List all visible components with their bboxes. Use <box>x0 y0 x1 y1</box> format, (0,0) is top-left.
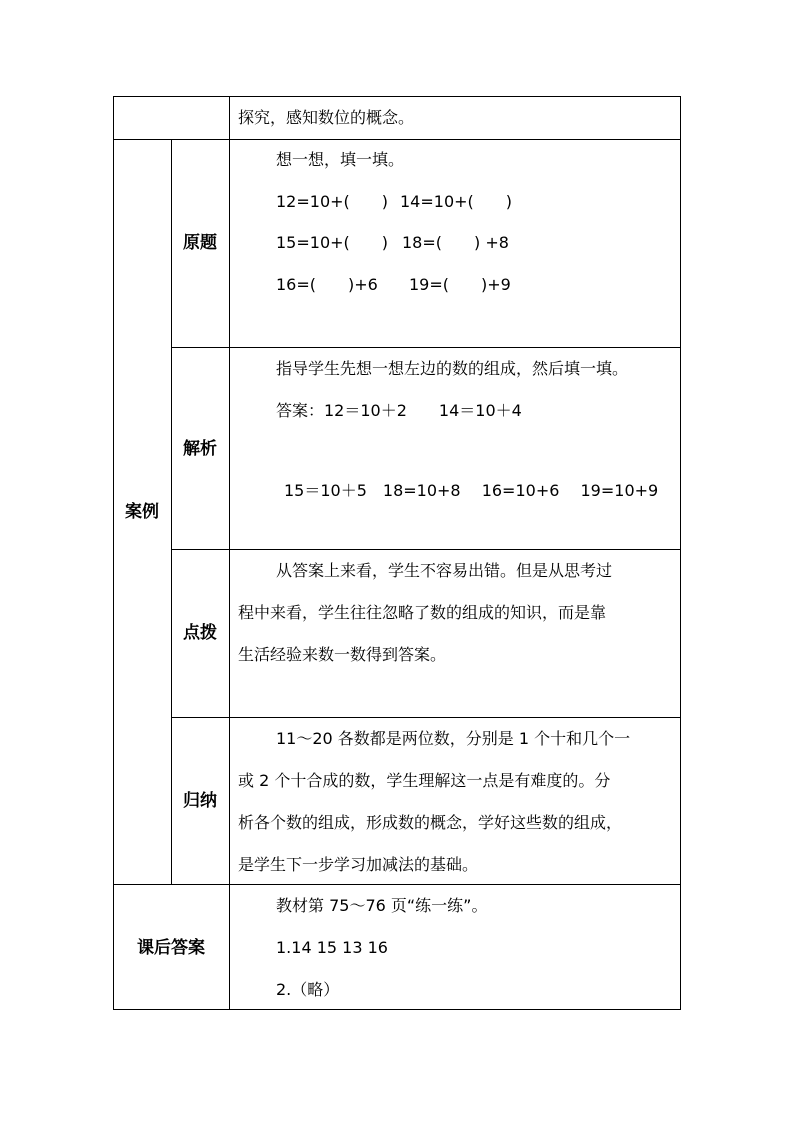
equation: 12=10+( ) <box>276 192 389 211</box>
summary-label: 归纳 <box>183 791 217 811</box>
equation: 14=10+( ) <box>400 192 513 211</box>
analysis-line: 指导学生先想一想左边的数的组成，然后填一填。 <box>276 359 629 378</box>
summary-line: 析各个数的组成，形成数的概念，学好这些数的组成， <box>238 813 623 832</box>
homework-label: 课后答案 <box>137 938 205 958</box>
hint-line: 程中来看，学生往往忽略了数的组成的知识，而是靠 <box>238 603 607 622</box>
summary-line: 11～20 各数都是两位数，分别是 1 个十和几个一 <box>276 729 631 748</box>
hint-label: 点拨 <box>183 623 217 643</box>
row-divider <box>113 884 681 885</box>
intro-text: 探究，感知数位的概念。 <box>238 108 415 127</box>
homework-line: 1.14 15 13 16 <box>276 938 388 957</box>
row-divider <box>171 717 681 718</box>
homework-line: 教材第 75～76 页“练一练”。 <box>276 896 488 915</box>
analysis-answer: 答案：12＝10＋2 14＝10＋4 <box>276 401 522 420</box>
original-instruction: 想一想，填一填。 <box>276 150 405 169</box>
hint-line: 生活经验来数一数得到答案。 <box>238 645 447 664</box>
original-label: 原题 <box>183 233 217 253</box>
row-divider <box>171 347 681 348</box>
hint-line: 从答案上来看，学生不容易出错。但是从思考过 <box>276 561 613 580</box>
row-divider <box>113 139 681 140</box>
summary-line: 是学生下一步学习加减法的基础。 <box>238 855 479 874</box>
equation: 16=( )+6 <box>276 275 378 294</box>
row-divider <box>171 549 681 550</box>
equation: 15=10+( ) <box>276 233 389 252</box>
analysis-answer: 15＝10＋5 18=10+8 16=10+6 19=10+9 <box>284 481 659 500</box>
equation: 19=( )+9 <box>409 275 511 294</box>
homework-line: 2.（略） <box>276 980 340 999</box>
column-divider <box>229 96 230 1010</box>
analysis-label: 解析 <box>183 439 217 459</box>
equation: 18=( ) +8 <box>402 233 509 252</box>
summary-line: 或 2 个十合成的数，学生理解这一点是有难度的。分 <box>238 771 611 790</box>
section-label-case: 案例 <box>125 502 159 522</box>
